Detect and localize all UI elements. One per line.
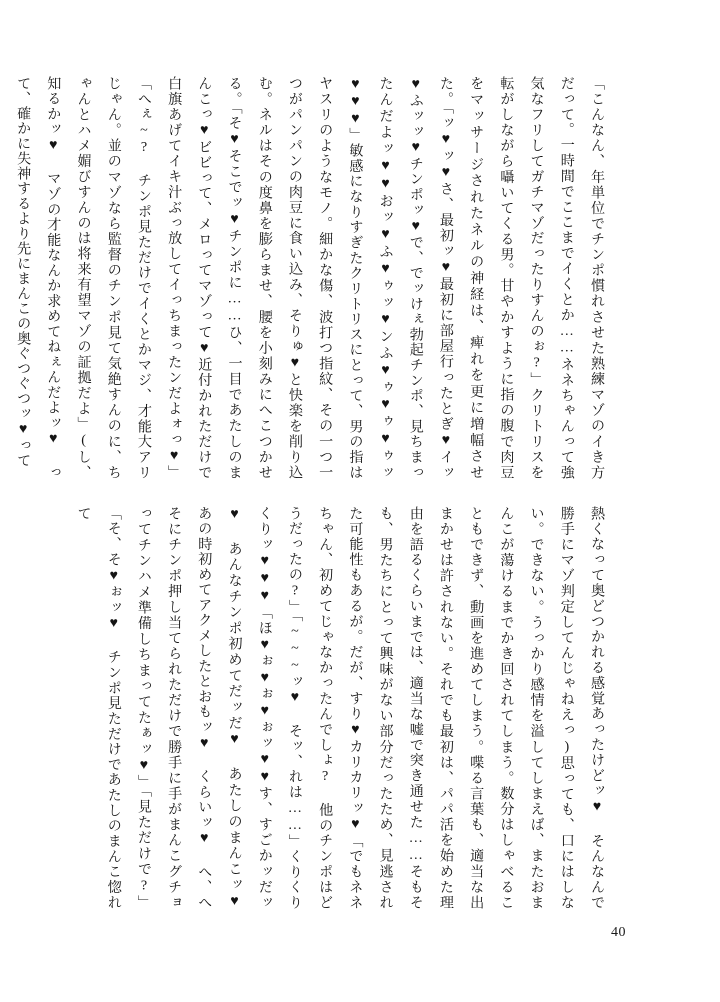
paragraph-block-2: 熱くなって奥どつかれる感覚あったけどッ♥ そんなんで勝手にマゾ判定してんじゃねえっ)思っても、口にはしない。できない。うっかり感情を溢してしまえば、またおまんこが蕩けるまでかき回されてしまう。数分はしゃべることもできず、動画を進めてしまう。喋る言葉も、適当な出まかせは許されない。それでも最初は、パパ活を始めた理由を語るくらいまでは、適当な嘘で突き通せた……そもそも、男たちにとって興味がない部分だったため、見逃された可能性もあるが。だが、すり♥カリカリッ♥「でもネネちゃん、初めてじゃなかったんでしょ? 他のチンポはどうだったの?」「~~~ッ♥ そッ、れは……」くりくりくりッ♥♥♥「ほ♥ぉ♥ぉ♥ぉッ♥♥す、すごかッだッ♥ あんなチンポ初めてだッだ♥ あたしのまんこッ♥ あの時初めてアクメしたとおもッ♥ くらいッ♥ へ、へそにチンポ押し当てられただけで勝手に手がまんこグチョってチンハメ準備しちまってたぁッ♥」「見ただけで?」「そ、そ♥ぉッ♥ チンポ見ただけであたしのまんこ惚れて [75,506,605,910]
body-text-block-1 [15,76,612,480]
page-number: 40 [611,925,626,940]
body-text-block-2 [75,506,612,910]
paragraph-block-1: 「こんなん、年単位でチンポ慣れさせた熟練マゾのイき方だって。一時間でここまでイくとか……ネネちゃんって強気なフリしてガチマゾだったりすんのぉ?」クリトリスを転がしながら囁いてくる男。甘やかすように指の腹で肉豆をマッサージされたネルの神経は、痺れを更に増幅させた。「ッ♥ッ♥さ、最初ッ♥最初に部屋行ったとぎ♥イッ♥ふッッ♥チンポッ♥で、でッけぇ勃起チンポ、見ちまったんだよッ♥♥おッ♥ふ♥ゥッ♥ンふ♥ゥ♥ゥ♥ゥッ♥♥♥」敏感になりすぎたクリトリスにとって、男の指はヤスリのようなモノ。細かな傷、波打つ指紋、その一つ一つがパンパンの肉豆に食い込み、そりゅ♥と快楽を削り込む。ネルはその度鼻を膨らませ、腰を小刻みにへこつかせる。「そ♥そこでッ♥チンポに……ひ、一目であたしのまんこっ♥ビビって、メロってマゾって♥近付かれただけで白旗あげてイキ汁ぶっ放してイっちまったンだよォっ♥」「へぇ~? チンポ見ただけでイくとかマジ、才能大アリじゃん。並のマゾなら監督のチンポ見て気絶すんのに、ちゃんとハメ媚びすんのは将来有望マゾの証拠だよ」(し、知るかッ♥ マゾの才能なんか求めてねぇんだよッ♥ って、確かに失神するより先にまんこの奥ぐつぐつッ♥って [15,76,605,480]
